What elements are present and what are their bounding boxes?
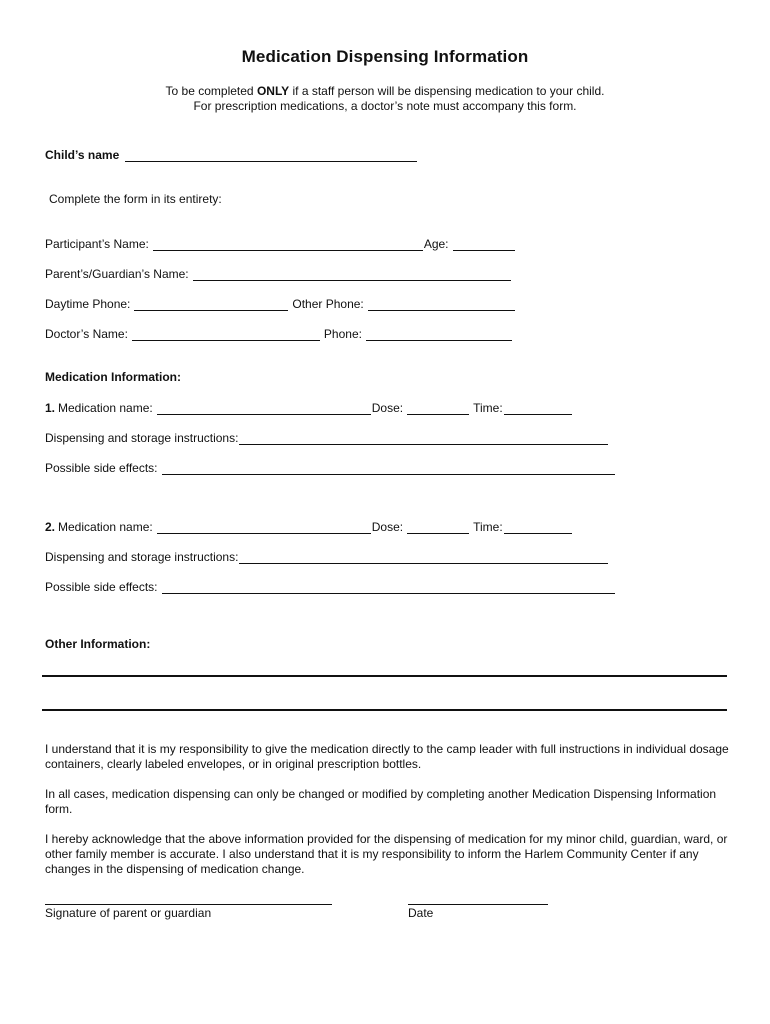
child-name-field[interactable] <box>125 149 417 162</box>
medication-1-dose-field[interactable] <box>407 402 469 415</box>
medication-2-number: 2. <box>45 520 56 534</box>
medication-1-instructions-label: Dispensing and storage instructions: <box>45 431 239 445</box>
acknowledgement-paragraph: I hereby acknowledge that the above information provided for the dispensing of medication for my minor child, guardian, ward, or other family member is accurate. I also understand that it is my responsibility to inform the Harlem Community Center if any changes in the dispensing of medication change. <box>45 832 728 876</box>
medication-1-side-effects-label: Possible side effects: <box>45 461 158 475</box>
child-name-label: Child’s name <box>45 148 120 162</box>
medication-2-instructions-field[interactable] <box>239 551 608 564</box>
medication-1-number: 1. <box>45 401 56 415</box>
other-phone-field[interactable] <box>368 298 515 311</box>
medication-2-side-effects-label: Possible side effects: <box>45 580 158 594</box>
medication-2-name-field[interactable] <box>157 521 371 534</box>
medication-1-instructions-row <box>45 429 609 445</box>
other-phone-label: Other Phone: <box>292 297 364 311</box>
medication-1-time-field[interactable] <box>504 402 572 415</box>
doctor-phone-field[interactable] <box>366 328 512 341</box>
age-field[interactable] <box>453 238 515 251</box>
medication-1-time-label: Time: <box>473 401 503 415</box>
date-label: Date <box>408 906 434 920</box>
doctor-row <box>45 325 513 341</box>
participant-name-row <box>45 235 516 251</box>
parent-name-label: Parent’s/Guardian’s Name: <box>45 267 189 281</box>
signature-label: Signature of parent or guardian <box>45 906 212 920</box>
signature-line[interactable] <box>45 904 332 905</box>
doctor-name-label: Doctor’s Name: <box>45 327 128 341</box>
date-line[interactable] <box>408 904 548 905</box>
age-label: Age: <box>423 237 449 251</box>
parent-name-field[interactable] <box>193 268 511 281</box>
medication-2-side-effects-row <box>45 578 616 594</box>
daytime-phone-label: Daytime Phone: <box>45 297 131 311</box>
intro-line-1 <box>0 84 770 98</box>
child-name-row <box>45 146 418 162</box>
medication-2-time-label: Time: <box>473 520 503 534</box>
medication-2-name-label: Medication name: <box>58 520 153 534</box>
daytime-phone-field[interactable] <box>134 298 288 311</box>
medication-2-instructions-row <box>45 548 609 564</box>
participant-name-label: Participant’s Name: <box>45 237 149 251</box>
intro-line-1-pre: To be completed <box>165 84 257 98</box>
medication-2-instructions-label: Dispensing and storage instructions: <box>45 550 239 564</box>
medication-1-name-label: Medication name: <box>58 401 153 415</box>
phone-row <box>45 295 516 311</box>
medication-2-time-field[interactable] <box>504 521 572 534</box>
responsibility-paragraph: I understand that it is my responsibility to give the medication directly to the camp leader with full instructions in individual dosage containers, clearly labeled envelopes, or in original prescription bottles. <box>45 742 729 771</box>
medication-2-dose-field[interactable] <box>407 521 469 534</box>
medication-1-name-field[interactable] <box>157 402 371 415</box>
other-information-line-1[interactable] <box>42 675 727 677</box>
parent-name-row <box>45 265 512 281</box>
doctor-name-field[interactable] <box>132 328 320 341</box>
medication-1-side-effects-field[interactable] <box>162 462 615 475</box>
other-information-line-2[interactable] <box>42 709 727 711</box>
intro-only-emphasis: ONLY <box>256 84 290 98</box>
participant-name-field[interactable] <box>153 238 423 251</box>
medication-heading: Medication Information: <box>45 370 181 384</box>
complete-note: Complete the form in its entirety: <box>49 192 222 206</box>
medication-1-side-effects-row <box>45 459 616 475</box>
medication-2-name-row <box>45 518 573 534</box>
medication-1-dose-label: Dose: <box>371 401 404 415</box>
intro-line-1-post: if a staff person will be dispensing medication to your child. <box>289 84 605 98</box>
medication-2-dose-label: Dose: <box>371 520 404 534</box>
medication-1-name-row <box>45 399 573 415</box>
form-title: Medication Dispensing Information <box>241 47 529 66</box>
modification-paragraph: In all cases, medication dispensing can only be changed or modified by completing another Medication Dispensing Information form. <box>45 787 717 816</box>
medication-1-instructions-field[interactable] <box>239 432 608 445</box>
other-information-heading: Other Information: <box>45 637 151 651</box>
medication-2-side-effects-field[interactable] <box>162 581 615 594</box>
intro-line-2: For prescription medications, a doctor’s note must accompany this form. <box>193 99 577 113</box>
doctor-phone-label: Phone: <box>323 327 362 341</box>
